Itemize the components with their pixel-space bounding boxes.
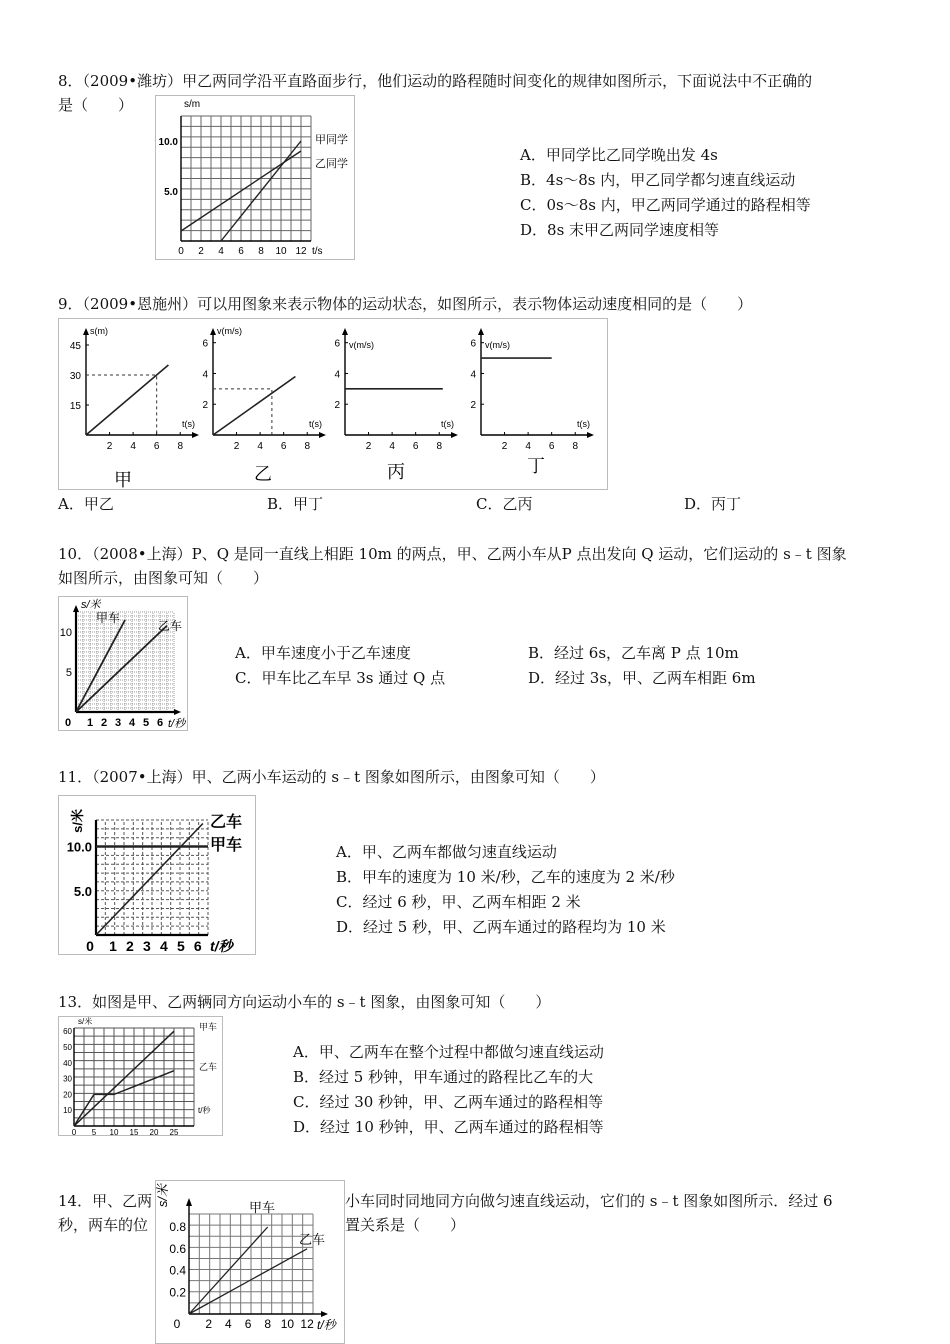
x-tick-label: 6 (156, 717, 164, 729)
x-axis-arrow (587, 432, 594, 438)
x-axis-label: t/秒 (198, 1106, 211, 1115)
y-tick-label: 30 (69, 371, 81, 382)
x-tick-label: 4 (257, 441, 263, 452)
series-label: 乙车 (299, 1232, 326, 1247)
x-tick-label: 15 (129, 1128, 139, 1136)
y-tick-label: 0.2 (169, 1285, 186, 1300)
y-axis-label: v(m/s) (217, 326, 242, 336)
q8-option-b: B．4s～8s 内，甲乙同学都匀速直线运动 (520, 171, 796, 189)
x-tick-label: 8 (304, 441, 311, 452)
x-tick-label: 6 (548, 441, 555, 452)
q8-chart (155, 95, 355, 260)
q10-option-a: A．甲车速度小于乙车速度 (235, 644, 411, 662)
y-tick-label: 15 (69, 401, 81, 412)
q11-option-d: D．经过 5 秒，甲、乙两车通过的路程均为 10 米 (336, 918, 666, 936)
q9-stem-line1: 9．（2009•恩施州）可以用图象来表示物体的运动状态，如图所示，表示物体运动速度相同的是（ ） (58, 295, 753, 313)
y-tick-label: 4 (334, 369, 340, 381)
x-tick-label: 2 (365, 441, 372, 452)
panel-label: 甲 (114, 470, 132, 490)
y-tick-label: 0.4 (169, 1263, 186, 1278)
y-tick-label: 45 (69, 341, 81, 352)
y-tick-label: 0.6 (169, 1241, 186, 1256)
x-tick-label: 4 (159, 938, 168, 954)
q13-stem-line1: 13．如图是甲、乙两辆同方向运动小车的 s﹣t 图象，由图象可知（ ） (58, 993, 551, 1011)
q8-option-a: A．甲同学比乙同学晚出发 4s (520, 146, 718, 164)
x-tick-label: 0 (178, 246, 184, 257)
chart-border (156, 96, 355, 260)
y-axis-label: s/米 (78, 1017, 93, 1026)
x-tick-label: 8 (436, 441, 443, 452)
x-axis-arrow (319, 432, 326, 438)
q8-stem-line2: 是（ ） (58, 96, 134, 114)
x-tick-label: 1 (86, 717, 94, 729)
q9-option-a: A．甲乙 (58, 495, 114, 513)
x-axis-arrow (451, 432, 458, 438)
y-tick-label: 5 (65, 667, 72, 679)
x-tick-label: 12 (300, 1317, 314, 1331)
q14-stem-line1-left: 14．甲、乙两 (58, 1192, 153, 1210)
x-tick-label: 8 (572, 441, 579, 452)
panel-label: 乙 (254, 464, 272, 484)
y-axis-arrow (478, 328, 484, 335)
q10-option-d: D．经过 3s，甲、乙两车相距 6m (528, 669, 756, 687)
y-axis-label: s/米 (155, 1184, 170, 1208)
x-tick-label: 2 (198, 246, 204, 257)
y-axis-arrow (342, 328, 348, 335)
x-tick-label: 2 (100, 717, 108, 729)
y-tick-label: 10 (59, 627, 72, 639)
x-tick-label: 0 (86, 938, 94, 954)
y-axis-arrow (210, 328, 216, 335)
x-tick-label: 4 (225, 1317, 232, 1331)
q14-stem-line2-left: 秒，两车的位 (58, 1216, 149, 1234)
x-tick-label: 4 (130, 441, 136, 452)
x-tick-label: 20 (149, 1128, 159, 1136)
y-axis-label: s/米 (81, 599, 101, 611)
y-tick-label: 6 (202, 338, 208, 350)
y-tick-label: 20 (63, 1090, 72, 1100)
x-tick-label: 10 (109, 1128, 119, 1136)
x-tick-label: 1 (109, 938, 117, 954)
y-axis-label: v(m/s) (485, 340, 510, 350)
q9-option-c: C．乙丙 (476, 495, 533, 513)
x-tick-label: 5 (142, 717, 150, 729)
x-tick-label: 2 (205, 1317, 213, 1331)
x-tick-label: 0 (71, 1128, 77, 1136)
x-tick-label: 8 (177, 441, 184, 452)
y-tick-label: 5.0 (164, 187, 178, 198)
q9-option-d: D．丙丁 (684, 495, 742, 513)
series-label: 甲车 (199, 1022, 218, 1032)
y-tick-label: 50 (63, 1042, 72, 1052)
y-tick-label: 0.8 (169, 1220, 186, 1235)
x-tick-label: 10 (275, 246, 287, 257)
series-label: 甲同学 (315, 134, 348, 146)
q14-stem-line1-right: 小车同时同地同方向做匀速直线运动，它们的 s﹣t 图象如图所示．经过 6 (345, 1192, 833, 1210)
y-tick-label: 40 (63, 1058, 72, 1068)
x-axis-label: t(s) (577, 419, 590, 429)
x-axis-label: t/秒 (210, 938, 233, 954)
q10-chart (58, 596, 188, 731)
q10-option-b: B．经过 6s，乙车离 P 点 10m (528, 644, 739, 662)
y-axis-arrow (73, 605, 79, 612)
y-axis-arrow (186, 1198, 192, 1206)
x-tick-label: 10 (280, 1317, 295, 1331)
y-axis-arrow (83, 328, 89, 335)
x-tick-label: 4 (218, 246, 224, 257)
x-tick-label: 6 (153, 441, 160, 452)
q13-option-c: C．经过 30 秒钟，甲、乙两车通过的路程相等 (293, 1093, 604, 1111)
q11-stem-line1: 11．（2007•上海）甲、乙两小车运动的 s﹣t 图象如图所示，由图象可知（ ） (58, 768, 605, 786)
x-tick-label: 6 (193, 938, 202, 954)
x-tick-label: 12 (295, 246, 307, 257)
x-tick-label: 5 (176, 938, 185, 954)
y-tick-label: 60 (63, 1027, 72, 1037)
x-tick-label: 4 (128, 717, 136, 729)
q10-stem-line1: 10．（2008•上海）P、Q 是同一直线上相距 10m 的两点，甲、乙两小车从P 点出发向 Q 运动，它们运动的 s﹣t 图象 (58, 545, 847, 563)
series-label: 乙车 (199, 1062, 218, 1072)
y-tick-label: 4 (470, 369, 476, 381)
y-tick-label: 2 (334, 400, 340, 412)
x-tick-label: 4 (389, 441, 395, 452)
y-tick-label: 6 (334, 338, 340, 350)
series-label: 甲车 (96, 611, 121, 625)
q11-option-a: A．甲、乙两车都做匀速直线运动 (336, 843, 557, 861)
q8-option-d: D．8s 末甲乙两同学速度相等 (520, 221, 720, 239)
q11-option-b: B．甲车的速度为 10 米/秒，乙车的速度为 2 米/秒 (336, 868, 675, 886)
y-tick-label: 10 (63, 1106, 72, 1116)
y-tick-label: 4 (202, 369, 208, 381)
x-axis-label: t/秒 (168, 718, 186, 730)
q8-option-c: C．0s～8s 内，甲乙两同学通过的路程相等 (520, 196, 811, 214)
q13-option-a: A．甲、乙两车在整个过程中都做匀速直线运动 (293, 1043, 604, 1061)
q9-chart-group (58, 318, 608, 490)
series-line-0 (96, 824, 203, 936)
x-tick-label: 3 (143, 938, 151, 954)
q10-option-c: C．甲车比乙车早 3s 通过 Q 点 (235, 669, 446, 687)
y-tick-label: 10.0 (66, 839, 92, 855)
y-tick-label: 10.0 (158, 137, 178, 148)
series-line (213, 377, 295, 436)
x-tick-label: 3 (114, 717, 122, 729)
x-tick-label: 8 (258, 246, 264, 257)
y-tick-label: 30 (63, 1074, 72, 1084)
x-tick-label: 2 (501, 441, 508, 452)
x-tick-label: 6 (238, 246, 244, 257)
x-tick-label: 2 (233, 441, 240, 452)
series-label: 乙车 (158, 619, 183, 633)
series-label: 乙车 (210, 814, 243, 831)
q14-chart (155, 1180, 345, 1344)
y-tick-label: 5.0 (73, 883, 92, 899)
x-axis-label: t(s) (441, 419, 454, 429)
y-axis-label: s/m (184, 99, 201, 110)
x-axis-label: t(s) (182, 419, 195, 429)
y-tick-label: 2 (202, 400, 208, 412)
series-label: 甲车 (210, 837, 243, 854)
y-axis-label: s/米 (70, 809, 85, 833)
x-tick-label: 6 (280, 441, 287, 452)
x-tick-label: 0 (173, 1317, 181, 1331)
x-axis-arrow (174, 709, 181, 715)
q13-option-d: D．经过 10 秒钟，甲、乙两车通过的路程相等 (293, 1118, 604, 1136)
series-label: 甲车 (249, 1200, 276, 1215)
x-tick-label: 6 (412, 441, 419, 452)
x-tick-label: 8 (264, 1317, 272, 1331)
q13-chart (58, 1016, 223, 1136)
panel-label: 丙 (387, 462, 405, 482)
x-tick-label: 2 (106, 441, 113, 452)
q8-stem-line1: 8．（2009•潍坊）甲乙两同学沿平直路面步行，他们运动的路程随时间变化的规律如图所示，下面说法中不正确的 (58, 72, 813, 90)
q13-option-b: B．经过 5 秒钟，甲车通过的路程比乙车的大 (293, 1068, 594, 1086)
q11-option-c: C．经过 6 秒，甲、乙两车相距 2 米 (336, 893, 581, 911)
q11-chart (58, 795, 256, 955)
x-axis-label: t(s) (309, 419, 322, 429)
q14-stem-line2-right: 置关系是（ ） (345, 1216, 466, 1234)
q9-option-b: B．甲丁 (267, 495, 324, 513)
x-tick-label: 2 (126, 938, 134, 954)
chart-border (59, 319, 608, 490)
x-axis-arrow (192, 432, 199, 438)
x-tick-label: 5 (91, 1128, 97, 1136)
x-axis-arrow (321, 1311, 328, 1317)
panel-label: 丁 (527, 456, 545, 476)
y-axis-label: v(m/s) (349, 340, 374, 350)
x-tick-label: 6 (244, 1317, 252, 1331)
y-tick-label: 6 (470, 338, 476, 350)
x-axis-label: t/s (312, 246, 323, 257)
x-tick-label: 0 (64, 717, 72, 729)
y-tick-label: 2 (470, 400, 476, 412)
x-axis-label: t/秒 (317, 1318, 336, 1332)
series-line-0 (189, 1227, 268, 1314)
y-axis-label: s(m) (90, 326, 108, 336)
x-tick-label: 25 (169, 1128, 179, 1136)
q10-stem-line2: 如图所示，由图象可知（ ） (58, 569, 269, 587)
series-label: 乙同学 (315, 158, 348, 170)
x-tick-label: 4 (525, 441, 531, 452)
